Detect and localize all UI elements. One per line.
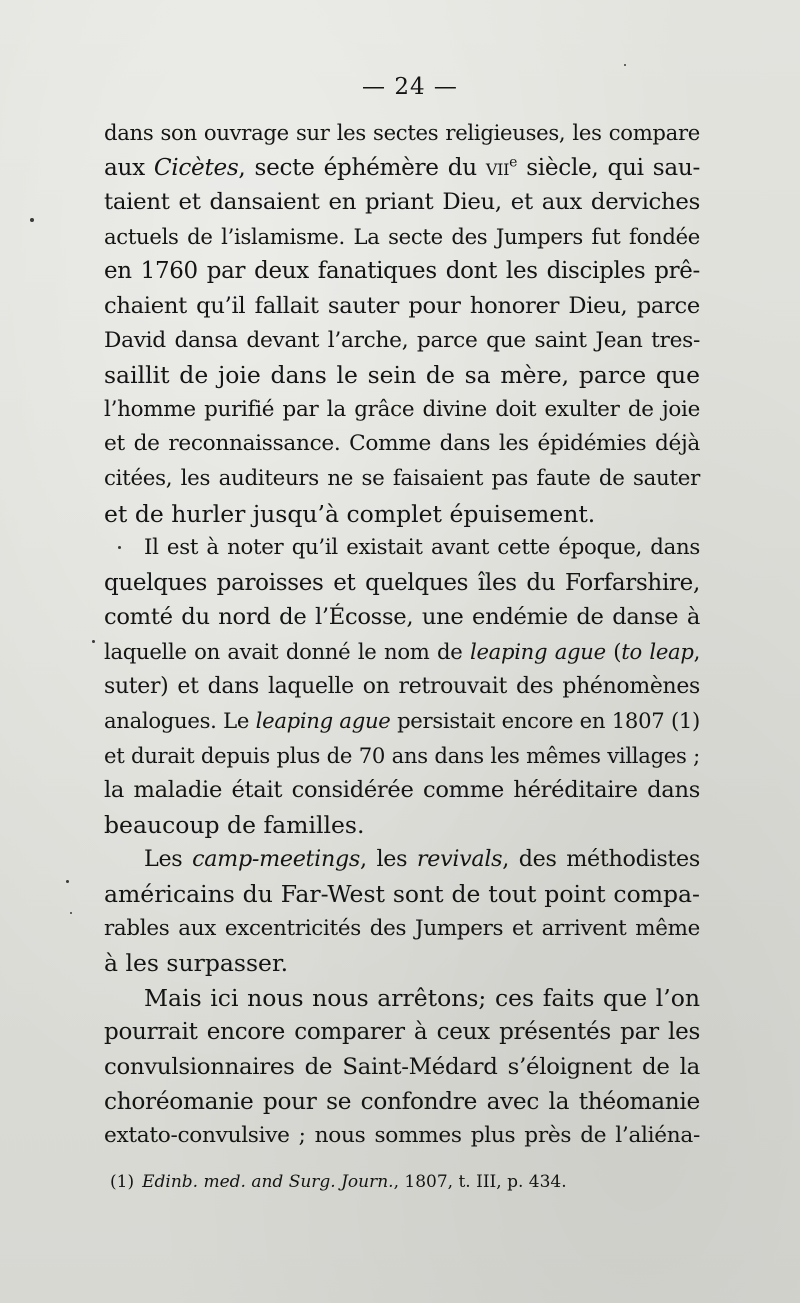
text-line	[104, 946, 700, 981]
page-number: — 24 —	[362, 74, 458, 100]
paper-speck	[92, 640, 95, 643]
text-segment: et de reconnaissance. Comme dans les épidémies déjà	[104, 431, 700, 457]
text-line	[104, 1050, 700, 1085]
text-segment: comté du nord de l’Écosse, une endémie de danse à	[104, 604, 700, 631]
text-line	[104, 877, 700, 912]
text-segment: laquelle on avait donné le nom de	[104, 638, 470, 664]
text-segment: (	[605, 638, 622, 664]
text-line	[104, 912, 700, 947]
text-segment: choréomanie pour se confondre avec la théomanie	[104, 1087, 700, 1115]
text-line	[104, 1015, 700, 1050]
text-segment: ,	[693, 638, 701, 664]
text-line	[104, 427, 700, 462]
text-segment: beaucoup de familles.	[104, 810, 365, 839]
text-line	[104, 739, 700, 774]
text-segment: siècle, qui sau-	[517, 154, 700, 181]
text-line	[104, 116, 700, 151]
text-segment: aux	[104, 154, 154, 181]
text-segment: David dansa devant l’arche, parce que saint Jean tres-	[104, 327, 700, 353]
text-line	[104, 220, 700, 255]
text-line	[104, 566, 700, 601]
text-segment: suter) et dans laquelle on retrouvait des phénomènes	[104, 673, 700, 699]
text-segment: analogues. Le	[104, 708, 256, 734]
text-line	[104, 254, 700, 289]
text-segment: Les	[144, 846, 193, 873]
text-segment: , des méthodistes	[502, 846, 701, 873]
text-segment: saillit de joie dans le sein de sa mère, parce que	[104, 361, 700, 390]
text-segment: et de hurler jusqu’à complet épuisement.	[104, 499, 596, 528]
text-segment: l’homme purifié par la grâce divine doit exulter de joie	[104, 396, 700, 422]
text-line	[104, 808, 700, 843]
italic-text: leaping ague	[255, 708, 391, 734]
text-line	[104, 670, 700, 705]
text-segment: convulsionnaires de Saint-Médard s’éloignent de la	[104, 1054, 700, 1081]
text-segment: rables aux excentricités des Jumpers et arrivent même	[104, 915, 700, 941]
text-segment: Mais ici nous nous arrêtons; ces faits que l’on	[144, 983, 700, 1012]
italic-text: to leap	[621, 638, 694, 664]
text-line	[104, 462, 700, 497]
text-segment: actuels de l’islamisme. La secte des Jumpers fut fondée	[104, 223, 700, 249]
text-segment: , les	[360, 846, 417, 873]
text-line	[104, 842, 700, 877]
paper-speck	[70, 912, 72, 914]
text-line	[104, 773, 700, 808]
text-line	[104, 635, 700, 670]
text-segment: citées, les auditeurs ne se faisaient pas faute de sauter	[104, 465, 700, 491]
text-segment: quelques paroisses et quelques îles du Forfarshire,	[104, 569, 700, 596]
paper-speck	[624, 64, 626, 66]
italic-text: Cicètes	[153, 154, 239, 181]
text-line	[104, 981, 700, 1016]
text-segment: en 1760 par deux fanatiques dont les disciples prê-	[104, 258, 700, 285]
text-line	[104, 358, 700, 393]
text-segment: et durait depuis plus de 70 ans dans les mêmes villages ;	[104, 742, 700, 768]
superscript-text: e	[509, 153, 518, 170]
footnote-mark: (1)	[110, 1172, 135, 1192]
text-line	[104, 151, 700, 186]
italic-text: leaping ague	[469, 638, 606, 664]
text-line	[104, 185, 700, 220]
text-segment: pourrait encore comparer à ceux présentés par les	[104, 1019, 700, 1046]
text-segment: vii	[485, 154, 510, 181]
text-line	[104, 497, 700, 532]
text-segment: chaient qu’il fallait sauter pour honorer Dieu, parce	[104, 292, 700, 319]
text-line	[104, 600, 700, 635]
text-line	[104, 324, 700, 359]
text-segment: la maladie était considérée comme héréditaire dans	[104, 777, 700, 804]
footnote-journal: Edinb. med. and Surg. Journ.	[142, 1172, 394, 1192]
text-segment: dans son ouvrage sur les sectes religieuses, les compare	[104, 120, 700, 145]
text-line	[104, 289, 700, 324]
text-segment: à les surpasser.	[104, 949, 289, 978]
paper-speck	[66, 880, 69, 883]
italic-text: camp-meetings	[192, 846, 361, 873]
text-line	[104, 393, 700, 428]
body-text	[104, 116, 700, 1154]
text-line	[104, 531, 700, 566]
text-segment: , secte éphémère du	[238, 154, 486, 181]
text-line	[104, 1119, 700, 1154]
text-segment: persistait encore en 1807 (1)	[390, 708, 701, 734]
footnote-citation: , 1807, t. III, p. 434.	[393, 1172, 567, 1192]
text-line	[104, 704, 700, 739]
paper-speck	[30, 218, 34, 222]
text-segment: taient et dansaient en priant Dieu, et aux derviches	[104, 189, 700, 216]
italic-text: revivals	[416, 846, 503, 873]
text-line	[104, 1085, 700, 1120]
text-segment: Il est à noter qu’il existait avant cette époque, dans	[144, 535, 700, 561]
text-segment: américains du Far-West sont de tout point compa-	[104, 880, 700, 909]
text-segment: extato-convulsive ; nous sommes plus près de l’aliéna-	[104, 1123, 700, 1149]
footnote	[110, 1170, 670, 1194]
